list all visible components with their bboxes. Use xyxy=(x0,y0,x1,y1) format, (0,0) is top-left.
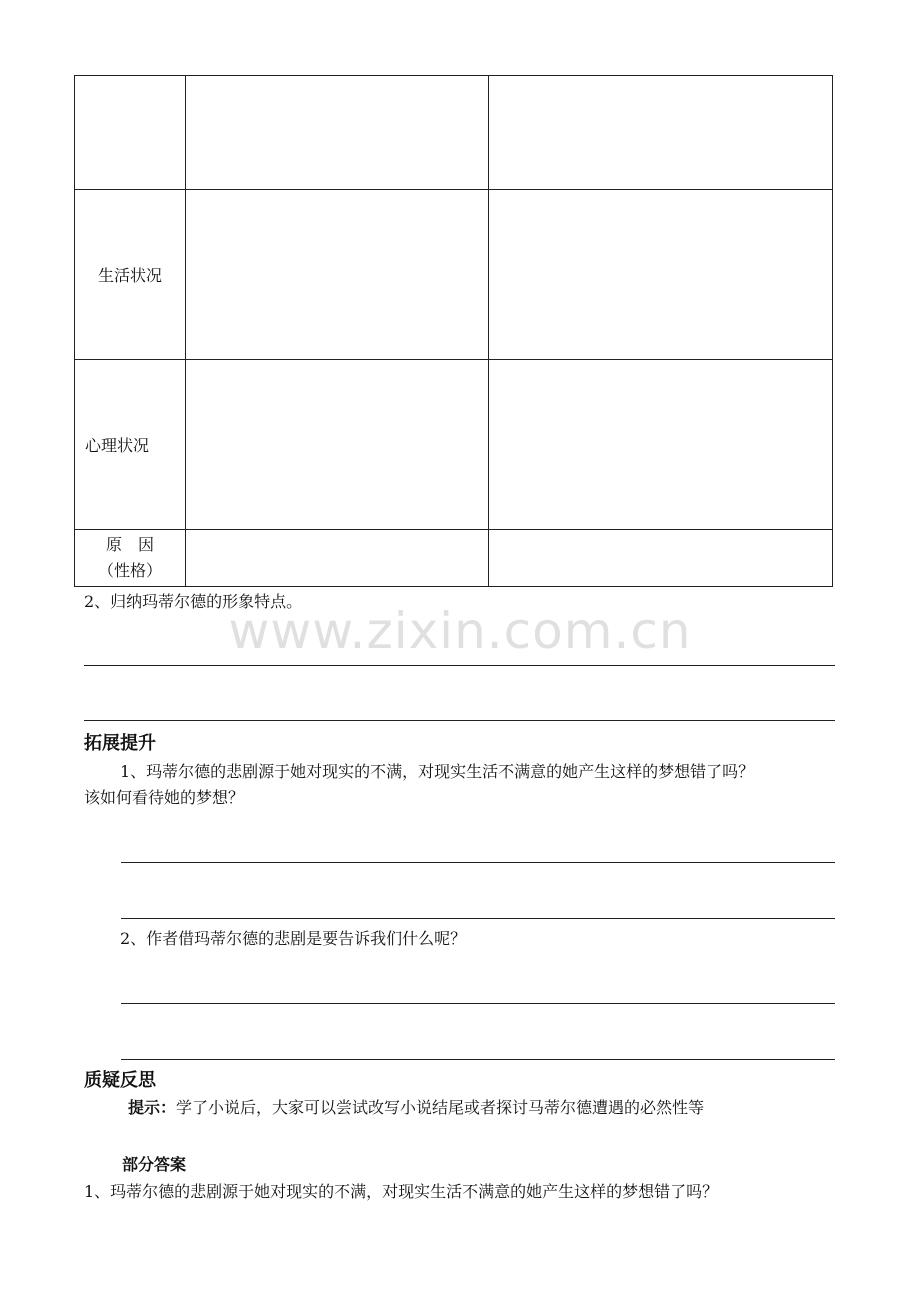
answer-cell[interactable] xyxy=(489,530,833,587)
table-row xyxy=(75,190,833,360)
personality-label: （性格） xyxy=(97,561,162,580)
answer-cell[interactable] xyxy=(489,190,833,360)
answer-line[interactable] xyxy=(121,1059,835,1060)
row-label xyxy=(75,76,186,190)
section-heading-extend: 拓展提升 xyxy=(84,733,156,754)
answer-cell[interactable] xyxy=(186,360,489,530)
table-row xyxy=(75,530,833,587)
row-label-psychological-state: 心理状况 xyxy=(75,360,186,530)
answer-cell[interactable] xyxy=(186,530,489,587)
answer-cell[interactable] xyxy=(489,360,833,530)
answer-line[interactable] xyxy=(84,720,835,721)
reason-label: 原 因 xyxy=(105,535,154,554)
answer-line[interactable] xyxy=(121,1003,835,1004)
answer-cell[interactable] xyxy=(186,76,489,190)
answers-heading: 部分答案 xyxy=(122,1155,187,1174)
answer-line[interactable] xyxy=(84,665,835,666)
answer-line[interactable] xyxy=(121,918,835,919)
question-2-summarize: 2、归纳玛蒂尔德的形象特点。 xyxy=(84,592,303,611)
table-row xyxy=(75,76,833,190)
answer-cell[interactable] xyxy=(186,190,489,360)
row-label-reason xyxy=(75,530,186,587)
answer-1: 1、玛蒂尔德的悲剧源于她对现实的不满，对现实生活不满意的她产生这样的梦想错了吗？ xyxy=(84,1182,719,1201)
character-analysis-table xyxy=(74,75,833,587)
hint-text: 学了小说后，大家可以尝试改写小说结尾或者探讨马蒂尔德遭遇的必然性等 xyxy=(176,1098,705,1117)
answer-line[interactable] xyxy=(121,862,835,863)
answer-cell[interactable] xyxy=(489,76,833,190)
hint-label: 提示： xyxy=(128,1098,177,1117)
watermark: www.zixin.com.cn xyxy=(228,602,692,660)
row-label-living-conditions: 生活状况 xyxy=(75,190,186,360)
section-heading-reflect: 质疑反思 xyxy=(84,1070,156,1091)
extend-question-1-line1: 1、玛蒂尔德的悲剧源于她对现实的不满，对现实生活不满意的她产生这样的梦想错了吗？ xyxy=(120,762,755,781)
extend-question-1-line2: 该如何看待她的梦想？ xyxy=(84,788,245,807)
extend-question-2: 2、作者借玛蒂尔德的悲剧是要告诉我们什么呢？ xyxy=(120,929,467,948)
hint-line xyxy=(128,1095,704,1121)
table-row xyxy=(75,360,833,530)
